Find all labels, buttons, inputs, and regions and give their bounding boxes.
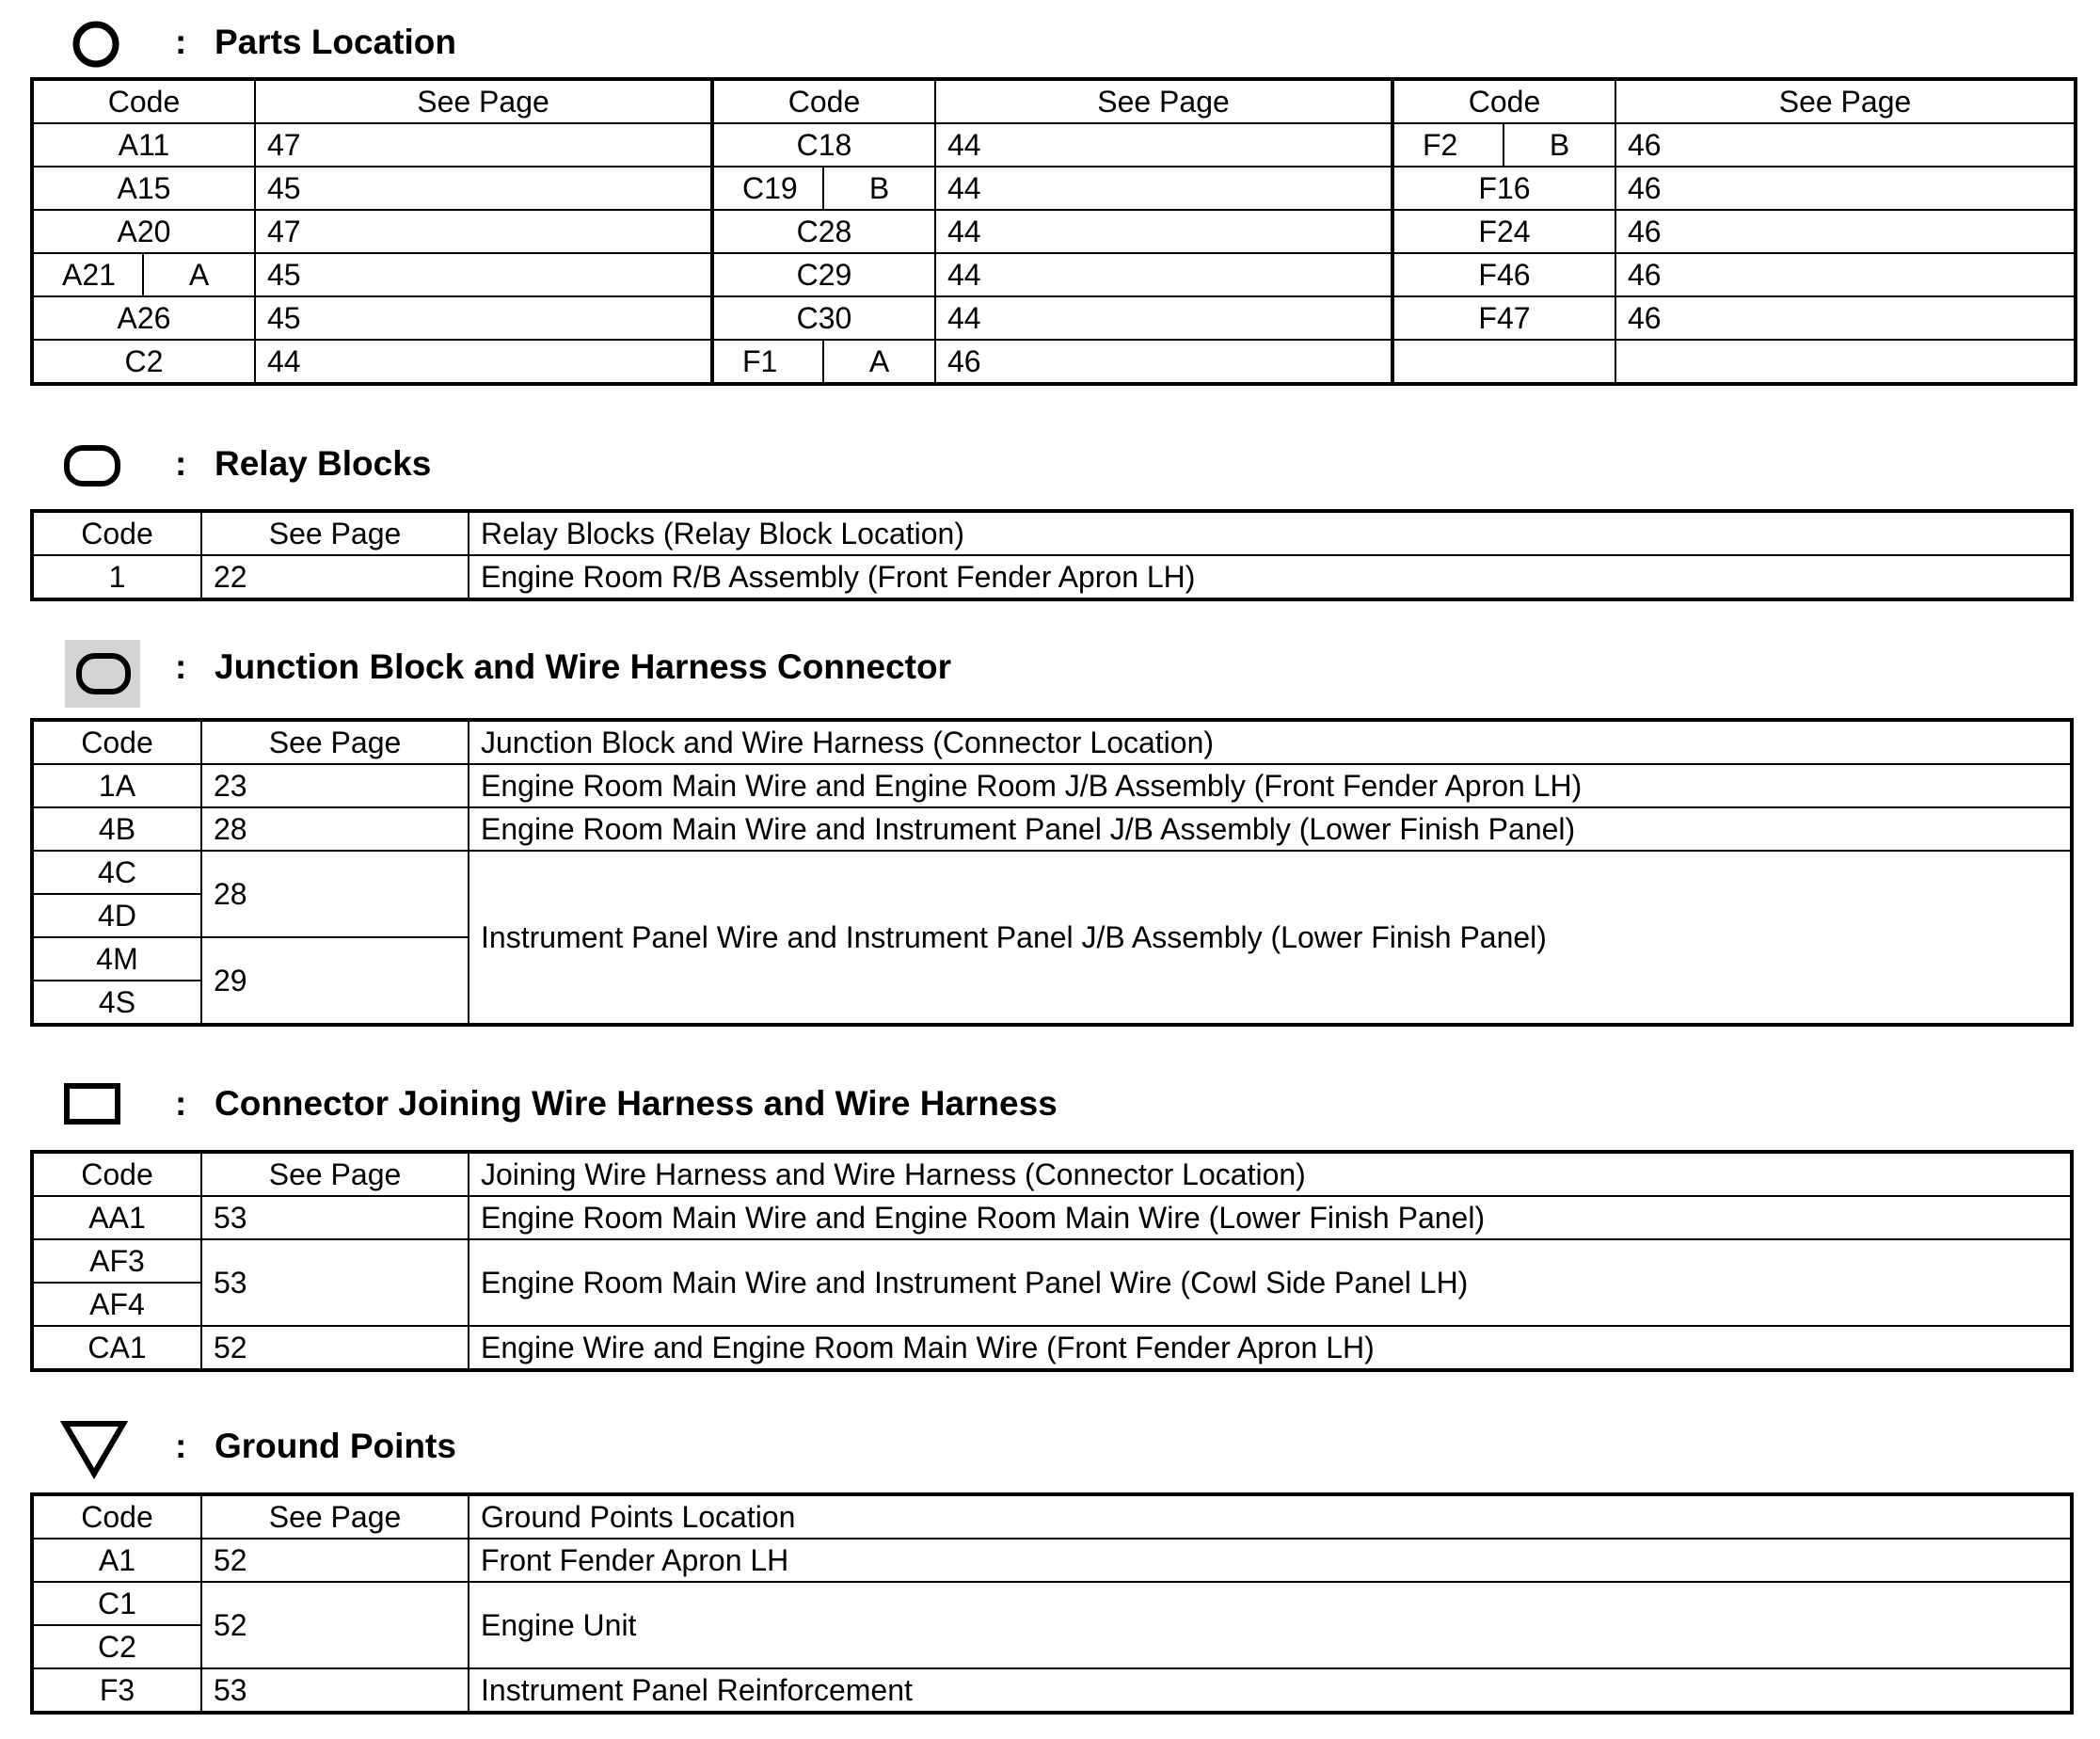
ground-points-header: : Ground Points xyxy=(0,1419,1317,1476)
table-row: 4M 29 xyxy=(32,937,2072,981)
junction-block-header: : Junction Block and Wire Harness Connector xyxy=(0,640,1317,696)
connector-joining-header: : Connector Joining Wire Harness and Wire Harness xyxy=(0,1077,1317,1133)
parts-location-table xyxy=(30,77,2077,386)
table-row: 4C 28 Instrument Panel Wire and Instrument Panel J/B Assembly (Lower Finish Panel) xyxy=(32,851,2072,894)
table-row: C1 52 Engine Unit xyxy=(32,1582,2072,1625)
section-title: Parts Location xyxy=(215,23,456,61)
table-row: A11 47 C18 44 F2 B 46 xyxy=(32,123,2076,167)
relay-blocks-header: : Relay Blocks xyxy=(0,437,1317,493)
table-row: AA1 53 Engine Room Main Wire and Engine Room Main Wire (Lower Finish Panel) xyxy=(32,1196,2072,1239)
table-row: 1A 23 Engine Room Main Wire and Engine Room J/B Assembly (Front Fender Apron LH) xyxy=(32,764,2072,807)
relay-blocks-table xyxy=(30,509,2074,601)
table-row: AF3 53 Engine Room Main Wire and Instrument Panel Wire (Cowl Side Panel LH) xyxy=(32,1239,2072,1283)
ground-points-table xyxy=(30,1492,2074,1715)
section-title: Ground Points xyxy=(215,1427,456,1465)
table-row: 4S xyxy=(32,981,2072,1025)
section-title: Relay Blocks xyxy=(215,444,432,483)
junction-block-table xyxy=(30,718,2074,1027)
shaded-rounded-rectangle-icon xyxy=(60,640,154,696)
table-row: 4B 28 Engine Room Main Wire and Instrument Panel J/B Assembly (Lower Finish Panel) xyxy=(32,807,2072,851)
inverted-triangle-icon xyxy=(60,1419,154,1476)
table-row: C2 44 F1 A 46 xyxy=(32,340,2076,384)
table-header-row: Code See Page Joining Wire Harness and Wire Harness (Connector Location) xyxy=(32,1152,2072,1196)
table-row: F3 53 Instrument Panel Reinforcement xyxy=(32,1668,2072,1713)
table-row: AF4 xyxy=(32,1283,2072,1326)
table-header-row: Code See Page Junction Block and Wire Harness (Connector Location) xyxy=(32,720,2072,764)
section-title: Connector Joining Wire Harness and Wire Harness xyxy=(215,1084,1058,1123)
rectangle-icon xyxy=(60,1077,154,1133)
table-row: A21 A 45 C29 44 F46 46 xyxy=(32,253,2076,296)
table-row: 1 22 Engine Room R/B Assembly (Front Fender Apron LH) xyxy=(32,555,2072,599)
parts-location-header: : Parts Location xyxy=(0,15,1317,72)
section-title: Junction Block and Wire Harness Connector xyxy=(215,647,951,686)
table-row: C2 xyxy=(32,1625,2072,1668)
table-row: A20 47 C28 44 F24 46 xyxy=(32,210,2076,253)
table-row: CA1 52 Engine Wire and Engine Room Main Wire (Front Fender Apron LH) xyxy=(32,1326,2072,1370)
table-row: 4D xyxy=(32,894,2072,937)
table-row: A15 45 C19 B 44 F16 46 xyxy=(32,167,2076,210)
connector-joining-table xyxy=(30,1150,2074,1372)
rounded-rectangle-icon xyxy=(60,437,154,493)
table-header-row: Code See Page Ground Points Location xyxy=(32,1494,2072,1539)
table-row: A1 52 Front Fender Apron LH xyxy=(32,1539,2072,1582)
circle-icon xyxy=(60,15,154,72)
table-header-row: Code See Page Code See Page Code See Page xyxy=(32,79,2076,123)
table-row: A26 45 C30 44 F47 46 xyxy=(32,296,2076,340)
table-header-row: Code See Page Relay Blocks (Relay Block Location) xyxy=(32,511,2072,555)
